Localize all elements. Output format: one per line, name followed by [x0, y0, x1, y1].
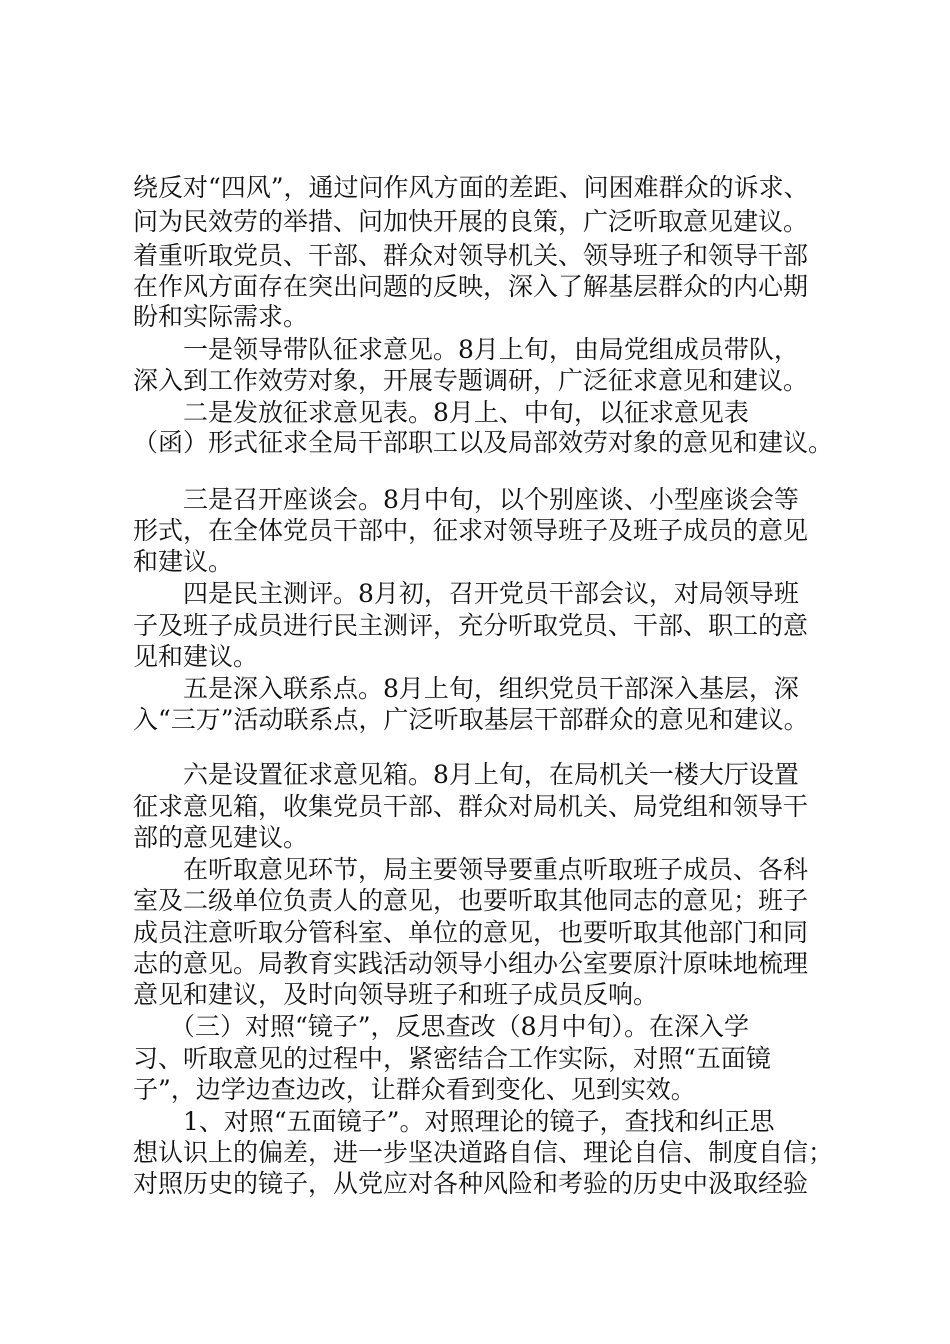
paragraph-line: 五是深入联系点。8月上旬，组织党员干部深入基层，深: [183, 674, 799, 703]
paragraph-line: （函）形式征求全局干部职工以及局部效劳对象的意见和建议。: [133, 428, 834, 457]
paragraph-line: 六是设置征求意见箱。8月上旬，在局机关一楼大厅设置: [183, 760, 799, 789]
paragraph-line: 子”，边学边查边改，让群众看到变化、见到实效。: [133, 1075, 696, 1104]
paragraph-line: 部的意见建议。: [133, 823, 309, 852]
paragraph-line: 在听取意见环节，局主要领导要重点听取班子成员、各科: [183, 855, 809, 884]
paragraph-line: 征求意见箱，收集党员干部、群众对局机关、局党组和领导干: [133, 792, 809, 821]
paragraph-line: 对照历史的镜子，从党应对各种风险和考验的历史中汲取经验: [133, 1169, 809, 1198]
paragraph-line: 深入到工作效劳对象，开展专题调研，广泛征求意见和建议。: [133, 366, 809, 395]
paragraph-line: 室及二级单位负责人的意见，也要听取其他同志的意见；班子: [133, 886, 809, 915]
paragraph-line: 志的意见。局教育实践活动领导小组办公室要原汁原味地梳理: [133, 949, 809, 978]
paragraph-line: 一是领导带队征求意见。8月上旬，由局党组成员带队，: [183, 335, 799, 364]
paragraph-line: 想认识上的偏差，进一步坚决道路自信、理论自信、制度自信；: [133, 1138, 834, 1167]
paragraph-line: 三是召开座谈会。8月中旬，以个别座谈、小型座谈会等: [183, 485, 799, 514]
paragraph-line: 四是民主测评。8月初，召开党员干部会议，对局领导班: [183, 579, 799, 608]
paragraph-line: 盼和实际需求。: [133, 302, 309, 331]
paragraph-line: 子及班子成员进行民主测评，充分听取党员、干部、职工的意: [133, 611, 809, 640]
paragraph-line: 入“三万”活动联系点，广泛听取基层干部群众的意见和建议。: [133, 705, 809, 734]
paragraph-line: 习、听取意见的过程中，紧密结合工作实际，对照“五面镜: [133, 1044, 771, 1073]
paragraph-line: 二是发放征求意见表。8月上、中旬，以征求意见表: [183, 398, 749, 427]
paragraph-line: 形式，在全体党员干部中，征求对领导班子及班子成员的意见: [133, 516, 809, 545]
paragraph-line: 和建议。: [133, 547, 234, 576]
paragraph-line: 在作风方面存在突出问题的反映，深入了解基层群众的内心期: [133, 272, 809, 301]
paragraph-line: 成员注意听取分管科室、单位的意见，也要听取其他部门和同: [133, 918, 809, 947]
paragraph-line: 见和建议。: [133, 642, 259, 671]
paragraph-line: 意见和建议，及时向领导班子和班子成员反响。: [133, 980, 659, 1009]
section-heading-line: （三）对照“镜子”，反思查改（8月中旬）。在深入学: [170, 1012, 749, 1041]
paragraph-line: 问为民效劳的举措、问加快开展的良策，广泛听取意见建议。: [133, 207, 809, 236]
paragraph-line: 1、对照“五面镜子”。对照理论的镜子，查找和纠正思: [183, 1107, 775, 1136]
paragraph-line: 绕反对“四风”，通过问作风方面的差距、问困难群众的诉求、: [133, 173, 809, 202]
paragraph-line: 着重听取党员、干部、群众对领导机关、领导班子和领导干部: [133, 241, 809, 270]
